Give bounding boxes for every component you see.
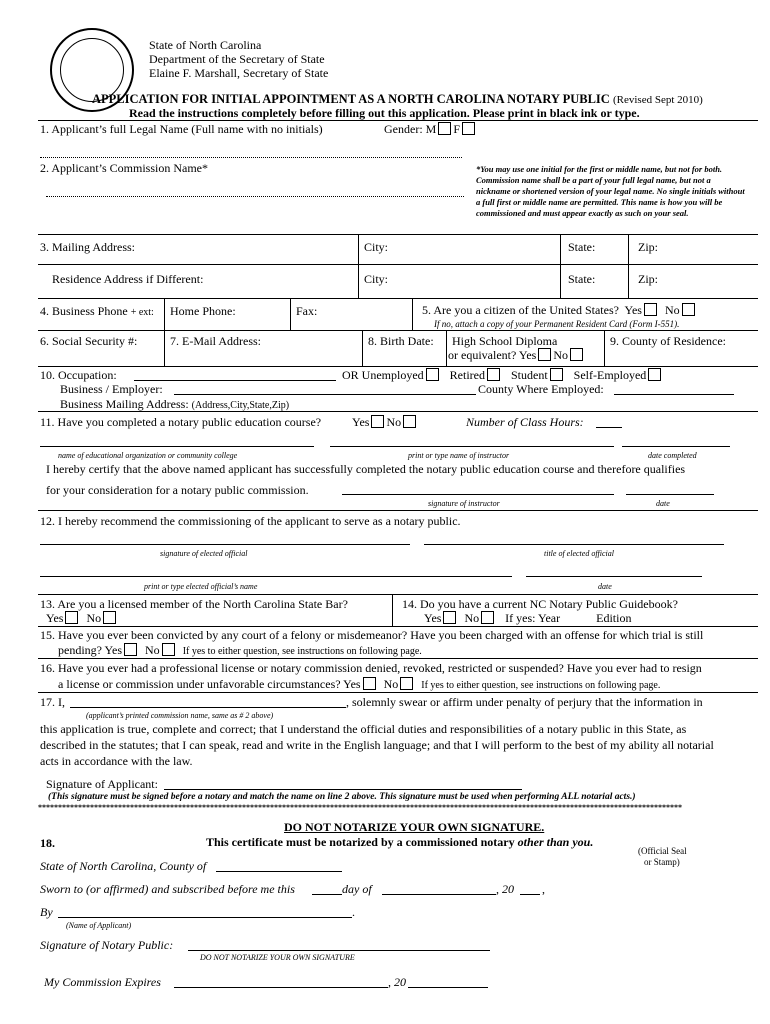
q13-options: Yes No: [46, 611, 118, 626]
do-not-notarize-caption: DO NOT NOTARIZE YOUR OWN SIGNATURE: [200, 953, 355, 962]
header-line2: Department of the Secretary of State: [149, 52, 325, 66]
q2-label: 2. Applicant’s Commission Name*: [40, 161, 208, 175]
q13-label: 13. Are you a licensed member of the North Carolina State Bar?: [40, 597, 348, 611]
q5-label: 5. Are you a citizen of the United States? Yes No: [422, 303, 697, 318]
q17-statement: this application is true, complete and correct; that I understand the official duties and responsibilities of a notary public in this State, as described in the statutes; that I can speak, read and write in the English language; and that I will perform to the best of my ability all notarial acts in accordance with the law.: [40, 722, 714, 768]
signature-note: (This signature must be signed before a notary and match the name on line 2 above. This signature must be used when performing ALL notarial acts.): [48, 792, 636, 802]
hs-diploma-label: High School Diploma: [452, 334, 558, 348]
seal-label-1: (Official Seal: [638, 846, 687, 856]
cap-date-completed: date completed: [648, 451, 697, 460]
county-label: State of North Carolina, County of: [40, 859, 207, 873]
mailing-state-label: State:: [568, 240, 596, 254]
applicant-signature-label: Signature of Applicant:: [46, 777, 158, 791]
bar-yes-checkbox[interactable]: [65, 611, 78, 624]
pending-no-checkbox[interactable]: [162, 643, 175, 656]
q11-label: 11. Have you completed a notary public education course?: [40, 415, 322, 429]
q15-label: 15. Have you ever been convicted by any court of a felony or misdemeanor? Have you been charged with an offense for which trial is still: [40, 628, 704, 642]
home-phone-label: Home Phone:: [170, 304, 236, 318]
q16-label: 16. Have you ever had a professional license or notary commission denied, revoked, restricted or suspended? Have you ever had to resign: [40, 661, 702, 675]
cap-official-title: title of elected official: [544, 549, 614, 558]
guidebook-no-checkbox[interactable]: [481, 611, 494, 624]
residence-zip-label: Zip:: [638, 272, 658, 286]
cap-official-signature: signature of elected official: [160, 549, 248, 558]
citizen-no-checkbox[interactable]: [682, 303, 695, 316]
q1-label: 1. Applicant’s full Legal Name (Full name with no initials): [40, 122, 323, 136]
q17-name-hint: (applicant’s printed commission name, same as # 2 above): [86, 711, 274, 720]
gender-field: Gender: M F: [384, 122, 477, 137]
name-of-applicant-hint: (Name of Applicant): [66, 921, 132, 930]
certify-line2: for your consideration for a notary public commission.: [46, 483, 309, 497]
do-not-notarize-heading: DO NOT NOTARIZE YOUR OWN SIGNATURE.: [284, 820, 545, 834]
q14-label: 14. Do you have a current NC Notary Public Guidebook?: [402, 597, 678, 611]
q11-options: Yes No: [352, 415, 418, 430]
cap-instructor: print or type name of instructor: [408, 451, 510, 460]
license-yes-checkbox[interactable]: [363, 677, 376, 690]
gender-m-checkbox[interactable]: [438, 122, 451, 135]
license-no-checkbox[interactable]: [400, 677, 413, 690]
gender-f-checkbox[interactable]: [462, 122, 475, 135]
cap-org: name of educational organization or community college: [58, 451, 238, 460]
course-yes-checkbox[interactable]: [371, 415, 384, 428]
self-employed-checkbox[interactable]: [648, 368, 661, 381]
cap-date: date: [656, 499, 670, 508]
q10-label: 10. Occupation:: [40, 368, 117, 382]
residence-state-label: State:: [568, 272, 596, 286]
course-no-checkbox[interactable]: [403, 415, 416, 428]
guidebook-yes-checkbox[interactable]: [443, 611, 456, 624]
hs-equivalent-field: or equivalent? Yes No: [448, 348, 585, 363]
bar-no-checkbox[interactable]: [103, 611, 116, 624]
year-label: , 20: [496, 882, 514, 896]
q15-options: pending? Yes No If yes to either question, see instructions on following page.: [58, 643, 422, 657]
q18-certificate: This certificate must be notarized by a commissioned notary other than you.: [206, 835, 594, 849]
notary-signature-label: Signature of Notary Public:: [40, 938, 174, 952]
commission-expires-label: My Commission Expires: [44, 975, 161, 989]
citizen-yes-checkbox[interactable]: [644, 303, 657, 316]
expires-year-label: , 20: [388, 975, 406, 989]
q17-label: 17. I,: [40, 695, 65, 709]
residence-label: Residence Address if Different:: [52, 272, 204, 286]
q18-number: 18.: [40, 836, 55, 850]
q4-label: 4. Business Phone + ext:: [40, 304, 154, 318]
employer-label: Business / Employer:: [60, 382, 163, 396]
mailing-city-label: City:: [364, 240, 389, 254]
q3-label: 3. Mailing Address:: [40, 240, 135, 254]
class-hours-label: Number of Class Hours:: [466, 415, 584, 429]
q16-options: a license or commission under unfavorable circumstances? Yes No If yes to either question, see instructions on following page.: [58, 677, 661, 691]
q14-options: Yes No If yes: Year Edition: [424, 611, 632, 625]
commission-name-note: *You may use one initial for the first or middle name, but not for both. Commission name shall be a part of your full legal name, but not a nickname or shortened version of your legal name. No single initials without a full first or middle name are permitted. This name is how you will be commissioned and must appear exactly as such on your seal.: [476, 164, 745, 218]
by-label: By: [40, 905, 53, 919]
seal-label-2: or Stamp): [644, 857, 680, 867]
fax-label: Fax:: [296, 304, 318, 318]
q6-label: 6. Social Security #:: [40, 334, 138, 348]
instruction-line: Read the instructions completely before filling out this application. Please print in black ink or type.: [129, 106, 640, 120]
header-line1: State of North Carolina: [149, 38, 262, 52]
q12-label: 12. I hereby recommend the commissioning of the applicant to serve as a notary public.: [40, 514, 461, 528]
unemployed-checkbox[interactable]: [426, 368, 439, 381]
business-mailing-label: Business Mailing Address: (Address,City,State,Zip): [60, 397, 290, 411]
q5-note: If no, attach a copy of your Permanent Resident Card (Form I-551).: [434, 319, 680, 329]
q17-swear: , solemnly swear or affirm under penalty of perjury that the information in: [346, 695, 703, 709]
cap-instructor-signature: signature of instructor: [428, 499, 500, 508]
pending-yes-checkbox[interactable]: [124, 643, 137, 656]
cap-official-name: print or type elected official’s name: [144, 582, 258, 591]
q7-label: 7. E-Mail Address:: [170, 334, 261, 348]
certify-line1: I hereby certify that the above named applicant has successfully completed the notary public education course and therefore qualifies: [46, 462, 686, 476]
retired-checkbox[interactable]: [487, 368, 500, 381]
diploma-yes-checkbox[interactable]: [538, 348, 551, 361]
header-line3: Elaine F. Marshall, Secretary of State: [149, 66, 329, 80]
day-of-label: day of: [342, 882, 372, 896]
separator-stars: *****************************************************************************************************************************************************************: [38, 803, 682, 812]
student-checkbox[interactable]: [550, 368, 563, 381]
q9-label: 9. County of Residence:: [610, 334, 726, 348]
mailing-zip-label: Zip:: [638, 240, 658, 254]
residence-city-label: City:: [364, 272, 389, 286]
diploma-no-checkbox[interactable]: [570, 348, 583, 361]
q8-label: 8. Birth Date:: [368, 334, 434, 348]
employment-options: OR Unemployed Retired Student Self-Employed: [342, 368, 663, 383]
sworn-label: Sworn to (or affirmed) and subscribed before me this: [40, 882, 295, 896]
page-title: APPLICATION FOR INITIAL APPOINTMENT AS A NORTH CAROLINA NOTARY PUBLIC (Revised Sept 2010): [92, 92, 703, 106]
cap-official-date: date: [598, 582, 612, 591]
county-employed-label: County Where Employed:: [478, 382, 604, 396]
